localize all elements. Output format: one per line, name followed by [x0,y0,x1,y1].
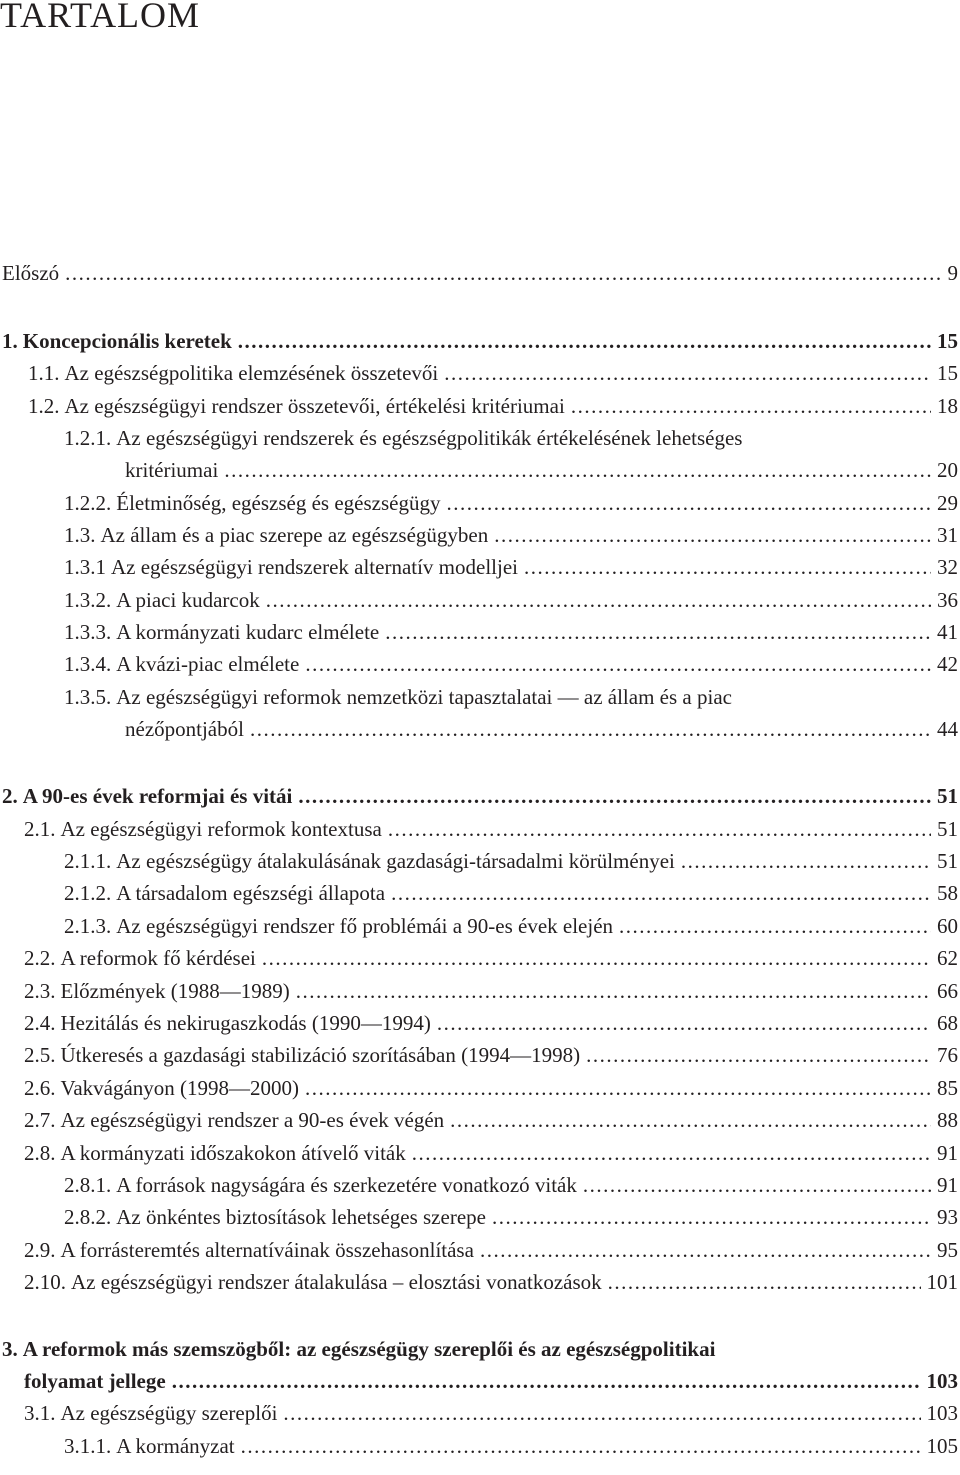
dot-leader [65,258,941,288]
toc-entry[interactable] [24,1040,958,1070]
toc-entry-number: 2.6. [24,1076,56,1100]
toc-entry-title: Az egészségügyi rendszer fő problémái a 90-es évek elején [116,914,614,938]
toc-entry[interactable] [64,1431,958,1461]
toc-entry-page: 58 [937,881,958,905]
dot-leader [266,585,931,615]
toc-entry-number: 2.4. [24,1011,56,1035]
dot-leader [586,1040,931,1070]
dot-leader [480,1235,931,1265]
dot-leader [583,1170,931,1200]
toc-entry-title-continued: folyamat jellege [24,1369,166,1393]
toc-entry-page: 29 [937,491,958,515]
toc-entry-page: 32 [937,555,958,579]
toc-entry[interactable] [24,1105,958,1135]
toc-entry-number: 2.2. [24,946,56,970]
toc-entry-title: Az egészségügy szereplői [60,1401,278,1425]
dot-leader [619,911,931,941]
toc-entry-title: Hezitálás és nekirugaszkodás (1990—1994) [60,1011,431,1035]
toc-entry-title: A kormányzat [116,1434,235,1458]
toc-entry-number: 2. [2,784,18,808]
toc-entry-page: 105 [926,1434,958,1458]
toc-entry-number: 2.8. [24,1141,56,1165]
toc-entry-page: 101 [926,1270,958,1294]
dot-leader [172,1366,921,1396]
toc-entry-number: 2.1.1. [64,849,112,873]
toc-entry[interactable] [24,1073,958,1103]
toc-entry[interactable] [125,455,958,485]
toc-entry[interactable] [24,1235,958,1265]
toc-entry-page: 91 [937,1141,958,1165]
toc-entry-title: A kvázi-piac elmélete [116,652,300,676]
toc-entry[interactable] [64,911,958,941]
toc-entry-number: 1.3.4. [64,652,112,676]
dot-leader [524,552,931,582]
toc-entry-number: 1.1. [28,361,60,385]
toc-entry-title: Életminőség, egészség és egészségügy [116,491,441,515]
toc-entry[interactable] [64,520,958,550]
toc-entry-number: 1.3.5. [64,685,112,709]
toc-entry-title: A reformok fő kérdései [60,946,256,970]
toc-entry-page: 93 [937,1205,958,1229]
toc-entry[interactable] [64,617,958,647]
dot-leader [412,1138,931,1168]
toc-entry-number: 2.1. [24,817,56,841]
toc-entry-title: Az egészségügyi rendszer összetevői, értékelési kritériumai [64,394,565,418]
toc-entry[interactable] [24,1008,958,1038]
toc-entry-page: 88 [937,1108,958,1132]
toc-entry-page: 91 [937,1173,958,1197]
dot-leader [241,1431,921,1461]
toc-entry-page: 103 [926,1401,958,1425]
toc-entry-number: 1. [2,329,18,353]
toc-entry[interactable] [64,649,958,679]
toc-entry-number: 2.9. [24,1238,56,1262]
toc-entry-number: 1.3.2. [64,588,112,612]
toc-entry-number: 2.1.3. [64,914,112,938]
toc-entry-title: A 90-es évek reformjai és vitái [22,784,293,808]
toc-entry[interactable] [2,258,958,288]
dot-leader [305,1073,931,1103]
dot-leader [388,814,931,844]
toc-entry-title: Az egészségügyi reformok nemzetközi tapasztalatai — az állam és a piac [116,685,732,709]
toc-entry-number: 2.7. [24,1108,56,1132]
toc-entry-number: 1.2. [28,394,60,418]
toc-entry-page: 68 [937,1011,958,1035]
toc-entry-number: 1.3. [64,523,96,547]
toc-entry-number: 2.5. [24,1043,56,1067]
toc-entry-title: Koncepcionális keretek [22,329,232,353]
toc-entry-page: 66 [937,979,958,1003]
toc-entry[interactable] [28,391,958,421]
toc-entry-title: Az egészségügyi rendszerek alternatív modelljei [111,555,518,579]
dot-leader [450,1105,931,1135]
toc-entry-page: 85 [937,1076,958,1100]
toc-entry-title: A kormányzati időszakokon átívelő viták [60,1141,406,1165]
toc-entry-title: Az állam és a piac szerepe az egészségügyben [100,523,489,547]
dot-leader [571,391,931,421]
toc-entry-page: 36 [937,588,958,612]
toc-entry-title: Az önkéntes biztosítások lehetséges szerepe [116,1205,486,1229]
toc-entry[interactable] [64,846,958,876]
toc-entry-title: Az egészségügyi rendszer a 90-es évek végén [60,1108,445,1132]
dot-leader [250,714,931,744]
toc-entry-page: 51 [937,849,958,873]
dot-leader [608,1267,921,1297]
toc-entry-title-continued: nézőpontjából [125,717,244,741]
dot-leader [444,358,931,388]
toc-entry-number: 3.1.1. [64,1434,112,1458]
toc-entry-line [2,1334,715,1364]
dot-leader [492,1202,931,1232]
toc-entry-page: 103 [926,1369,958,1393]
toc-entry-title: A forrásteremtés alternatíváinak összehasonlítása [60,1238,474,1262]
dot-leader [283,1398,920,1428]
toc-entry[interactable] [24,943,958,973]
toc-entry-number: 1.3.3. [64,620,112,644]
toc-entry-page: 41 [937,620,958,644]
toc-entry[interactable] [24,1267,958,1297]
toc-entry-number: 2.3. [24,979,56,1003]
toc-entry-title-continued: kritériumai [125,458,219,482]
toc-entry-title: Az egészségügy átalakulásának gazdasági-társadalmi körülményei [116,849,675,873]
dot-leader [238,326,931,356]
toc-entry-line [64,423,742,453]
toc-entry-page: 9 [947,261,958,285]
toc-entry-number: 1.3.1 [64,555,106,579]
toc-entry-number: 2.8.2. [64,1205,112,1229]
toc-entry-page: 51 [937,784,958,808]
toc-entry-page: 15 [937,361,958,385]
toc-entry[interactable] [64,552,958,582]
toc-entry-page: 51 [937,817,958,841]
toc-entry[interactable] [125,714,958,744]
toc-entry-number: 1.2.1. [64,426,112,450]
toc-entry-page: 15 [937,329,958,353]
toc-entry-title: Az egészségpolitika elemzésének összetevői [64,361,439,385]
toc-entry[interactable] [64,585,958,615]
dot-leader [391,878,931,908]
toc-entry-title: A reformok más szemszögből: az egészségügy szereplői és az egészségpolitikai [22,1337,716,1361]
toc-entry-number: 3.1. [24,1401,56,1425]
toc-entry-title: Útkeresés a gazdasági stabilizáció szorításában (1994—1998) [60,1043,581,1067]
toc-entry-page: 31 [937,523,958,547]
toc-entry-title: A társadalom egészségi állapota [116,881,386,905]
toc-entry-title: Az egészségügyi rendszer átalakulása – elosztási vonatkozások [71,1270,602,1294]
toc-entry[interactable] [24,976,958,1006]
dot-leader [298,781,931,811]
dot-leader [224,455,931,485]
toc-entry[interactable] [64,1170,958,1200]
toc-entry[interactable] [2,781,958,811]
toc-entry[interactable] [24,814,958,844]
toc-entry-title: Előszó [2,261,60,285]
toc-entry-title: A kormányzati kudarc elmélete [116,620,380,644]
toc-entry[interactable] [24,1398,958,1428]
dot-leader [262,943,931,973]
toc-entry[interactable] [28,358,958,388]
toc-entry[interactable] [64,878,958,908]
toc-entry-number: 2.1.2. [64,881,112,905]
toc-entry[interactable] [24,1138,958,1168]
toc-entry-page: 95 [937,1238,958,1262]
dot-leader [305,649,931,679]
toc-entry-page: 62 [937,946,958,970]
toc-entry-page: 20 [937,458,958,482]
dot-leader [494,520,931,550]
toc-entry[interactable] [2,326,958,356]
toc-entry-title: Az egészségügyi reformok kontextusa [60,817,382,841]
dot-leader [437,1008,931,1038]
toc-entry-number: 2.8.1. [64,1173,112,1197]
dot-leader [446,488,931,518]
toc-entry-page: 44 [937,717,958,741]
dot-leader [385,617,931,647]
toc-entry-page: 76 [937,1043,958,1067]
toc-entry-number: 2.10. [24,1270,66,1294]
toc-entry-page: 60 [937,914,958,938]
dot-leader [296,976,931,1006]
toc-entry[interactable] [24,1366,958,1396]
toc-entry-title: Vakvágányon (1998—2000) [60,1076,300,1100]
toc-entry-title: A források nagyságára és szerkezetére vonatkozó viták [116,1173,577,1197]
toc-entry-page: 18 [937,394,958,418]
toc-entry-line [64,682,732,712]
toc-entry-title: A piaci kudarcok [116,588,260,612]
toc-entry-number: 3. [2,1337,18,1361]
toc-entry-number: 1.2.2. [64,491,112,515]
toc-entry[interactable] [64,488,958,518]
toc-entry-page: 42 [937,652,958,676]
toc-entry[interactable] [64,1202,958,1232]
toc-entry-title: Előzmények (1988—1989) [60,979,290,1003]
page-title: TARTALOM [0,0,201,35]
dot-leader [681,846,931,876]
toc-entry-title: Az egészségügyi rendszerek és egészségpolitikák értékelésének lehetséges [116,426,743,450]
